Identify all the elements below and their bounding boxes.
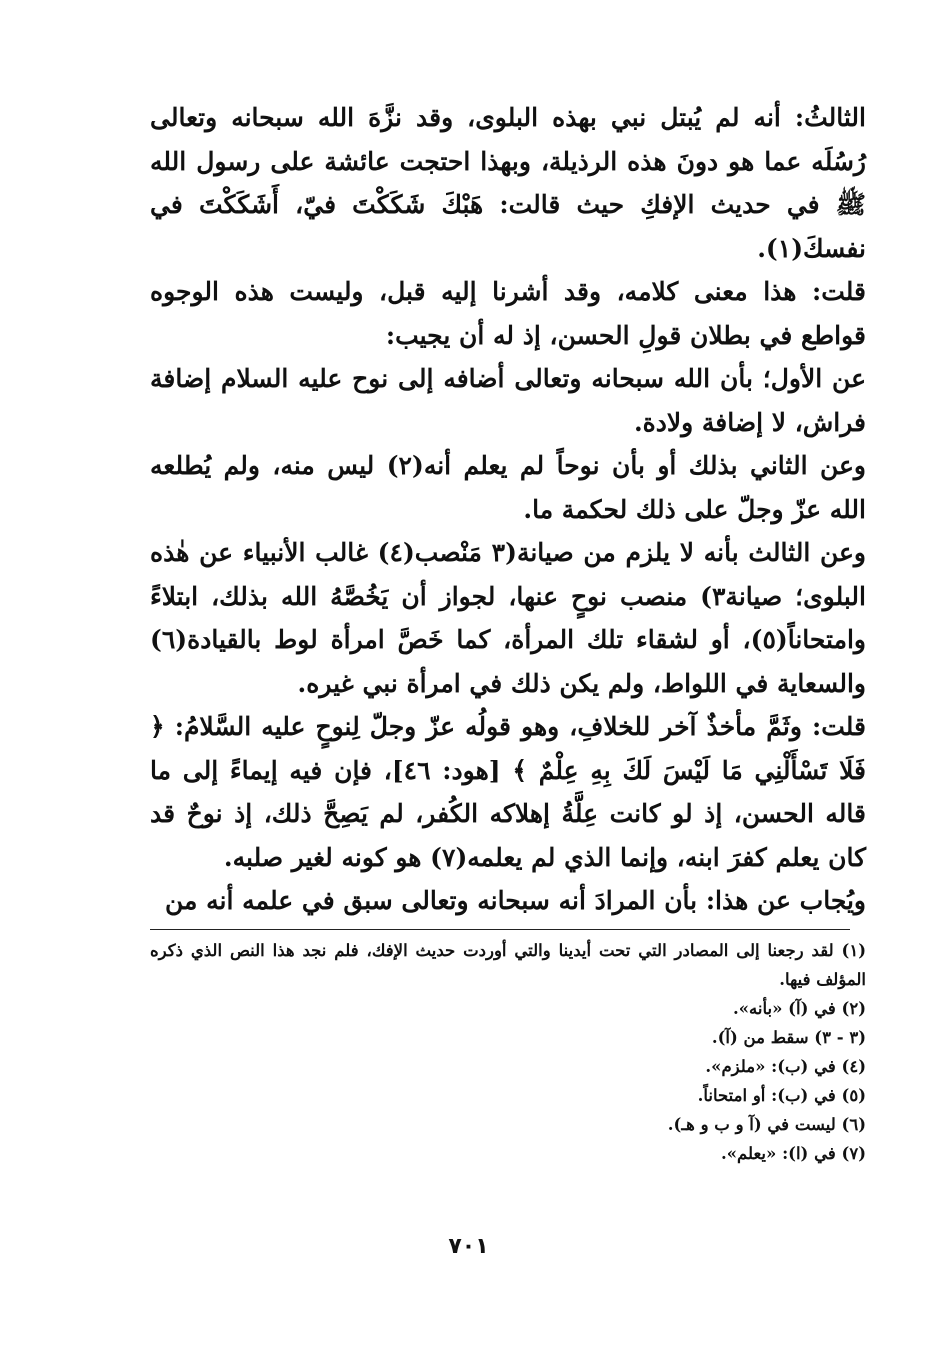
footnote: (٣ - ٣) سقط من (آ). [711,1027,866,1047]
footnote: (٧) في (ا): «يعلم». [720,1143,866,1163]
main-text [150,96,866,923]
paragraph: وعن الثالث بأنه لا يلزم من صيانة(٣ مَنْصب(٤) غالب الأنبياء عن هٰذه البلوى؛ صيانة٣) منصب نوحٍ عنها، لجواز أن يَخُصَّهُ الله بذلك، ابتلاءً وامتحاناً(٥)، أو لشقاء تلك المرأة، كما خَصَّ امرأة لوط بالقيادة(٦) والسعاية في اللواط، ولم يكن ذلك في امرأة نبي غيره. [150,538,866,698]
footnotes [150,936,866,1168]
page-number: ٧٠١ [448,1234,489,1259]
paragraph: ويُجاب عن هذا: بأن المرادَ أنه سبحانه وتعالى سبق في علمه أنه من [164,886,866,915]
footnote: (٦) ليست في (آ و ب و هـ). [667,1114,866,1134]
paragraph: قلت: هذا معنى كلامه، وقد أشرنا إليه قبل، وليست هذه الوجوه قواطع في بطلان قولِ الحسن، إذ له أن يجيب: [150,277,866,350]
footnote-divider [150,929,850,930]
paragraph: وعن الثاني بذلك أو بأن نوحاً لم يعلم أنه(٢) ليس منه، ولم يُطلعه الله عزّ وجلّ على ذلك لحكمة ما. [150,451,866,524]
paragraph: قلت: وثَمَّ مأخذٌ آخر للخلافِ، وهو قولُه عزّ وجلّ لِنوحٍ عليه السَّلامُ: ﴿ فَلَا تَسْأَلْنِي مَا لَيْسَ لَكَ بِهِ عِلْمٌ ﴾ [هود: ٤٦]، فإن فيه إيماءً إلى ما قاله الحسن، إذ لو كانت عِلَّةُ إهلاكه الكُفر، لم يَصِحَّ ذلك، إذ نوحٌ قد كان يعلم كفرَ ابنه، وإنما الذي لم يعلمه(٧) هو كونه لغير صلبه. [150,712,866,872]
footnote: (١) لقد رجعنا إلى المصادر التي تحت أيدينا والتي أوردت حديث الإفك، فلم نجد هذا النص الذي ذكره المؤلف فيها. [150,940,866,989]
paragraph: الثالثُ: أنه لم يُبتل نبي بهذه البلوى، وقد نزَّهَ الله سبحانه وتعالى رُسُلَه عما هو دونَ هذه الرذيلة، وبهذا احتجت عائشة على رسول الله ﷺ في حديث الإفكِ حيث قالت: هَبْكَ شَكَكْتَ فيّ، أَشَكَكْتَ في نفسكَ(١). [150,103,866,263]
footnote: (٢) في (آ) «بأنه». [733,998,866,1018]
footnote: (٥) في (ب): أو امتحاناً. [697,1085,866,1105]
paragraph: عن الأول؛ بأن الله سبحانه وتعالى أضافه إلى نوح عليه السلام إضافة فراش، لا إضافة ولادة. [150,364,866,437]
page-content [150,96,866,1168]
footnote: (٤) في (ب): «ملزم». [705,1056,866,1076]
